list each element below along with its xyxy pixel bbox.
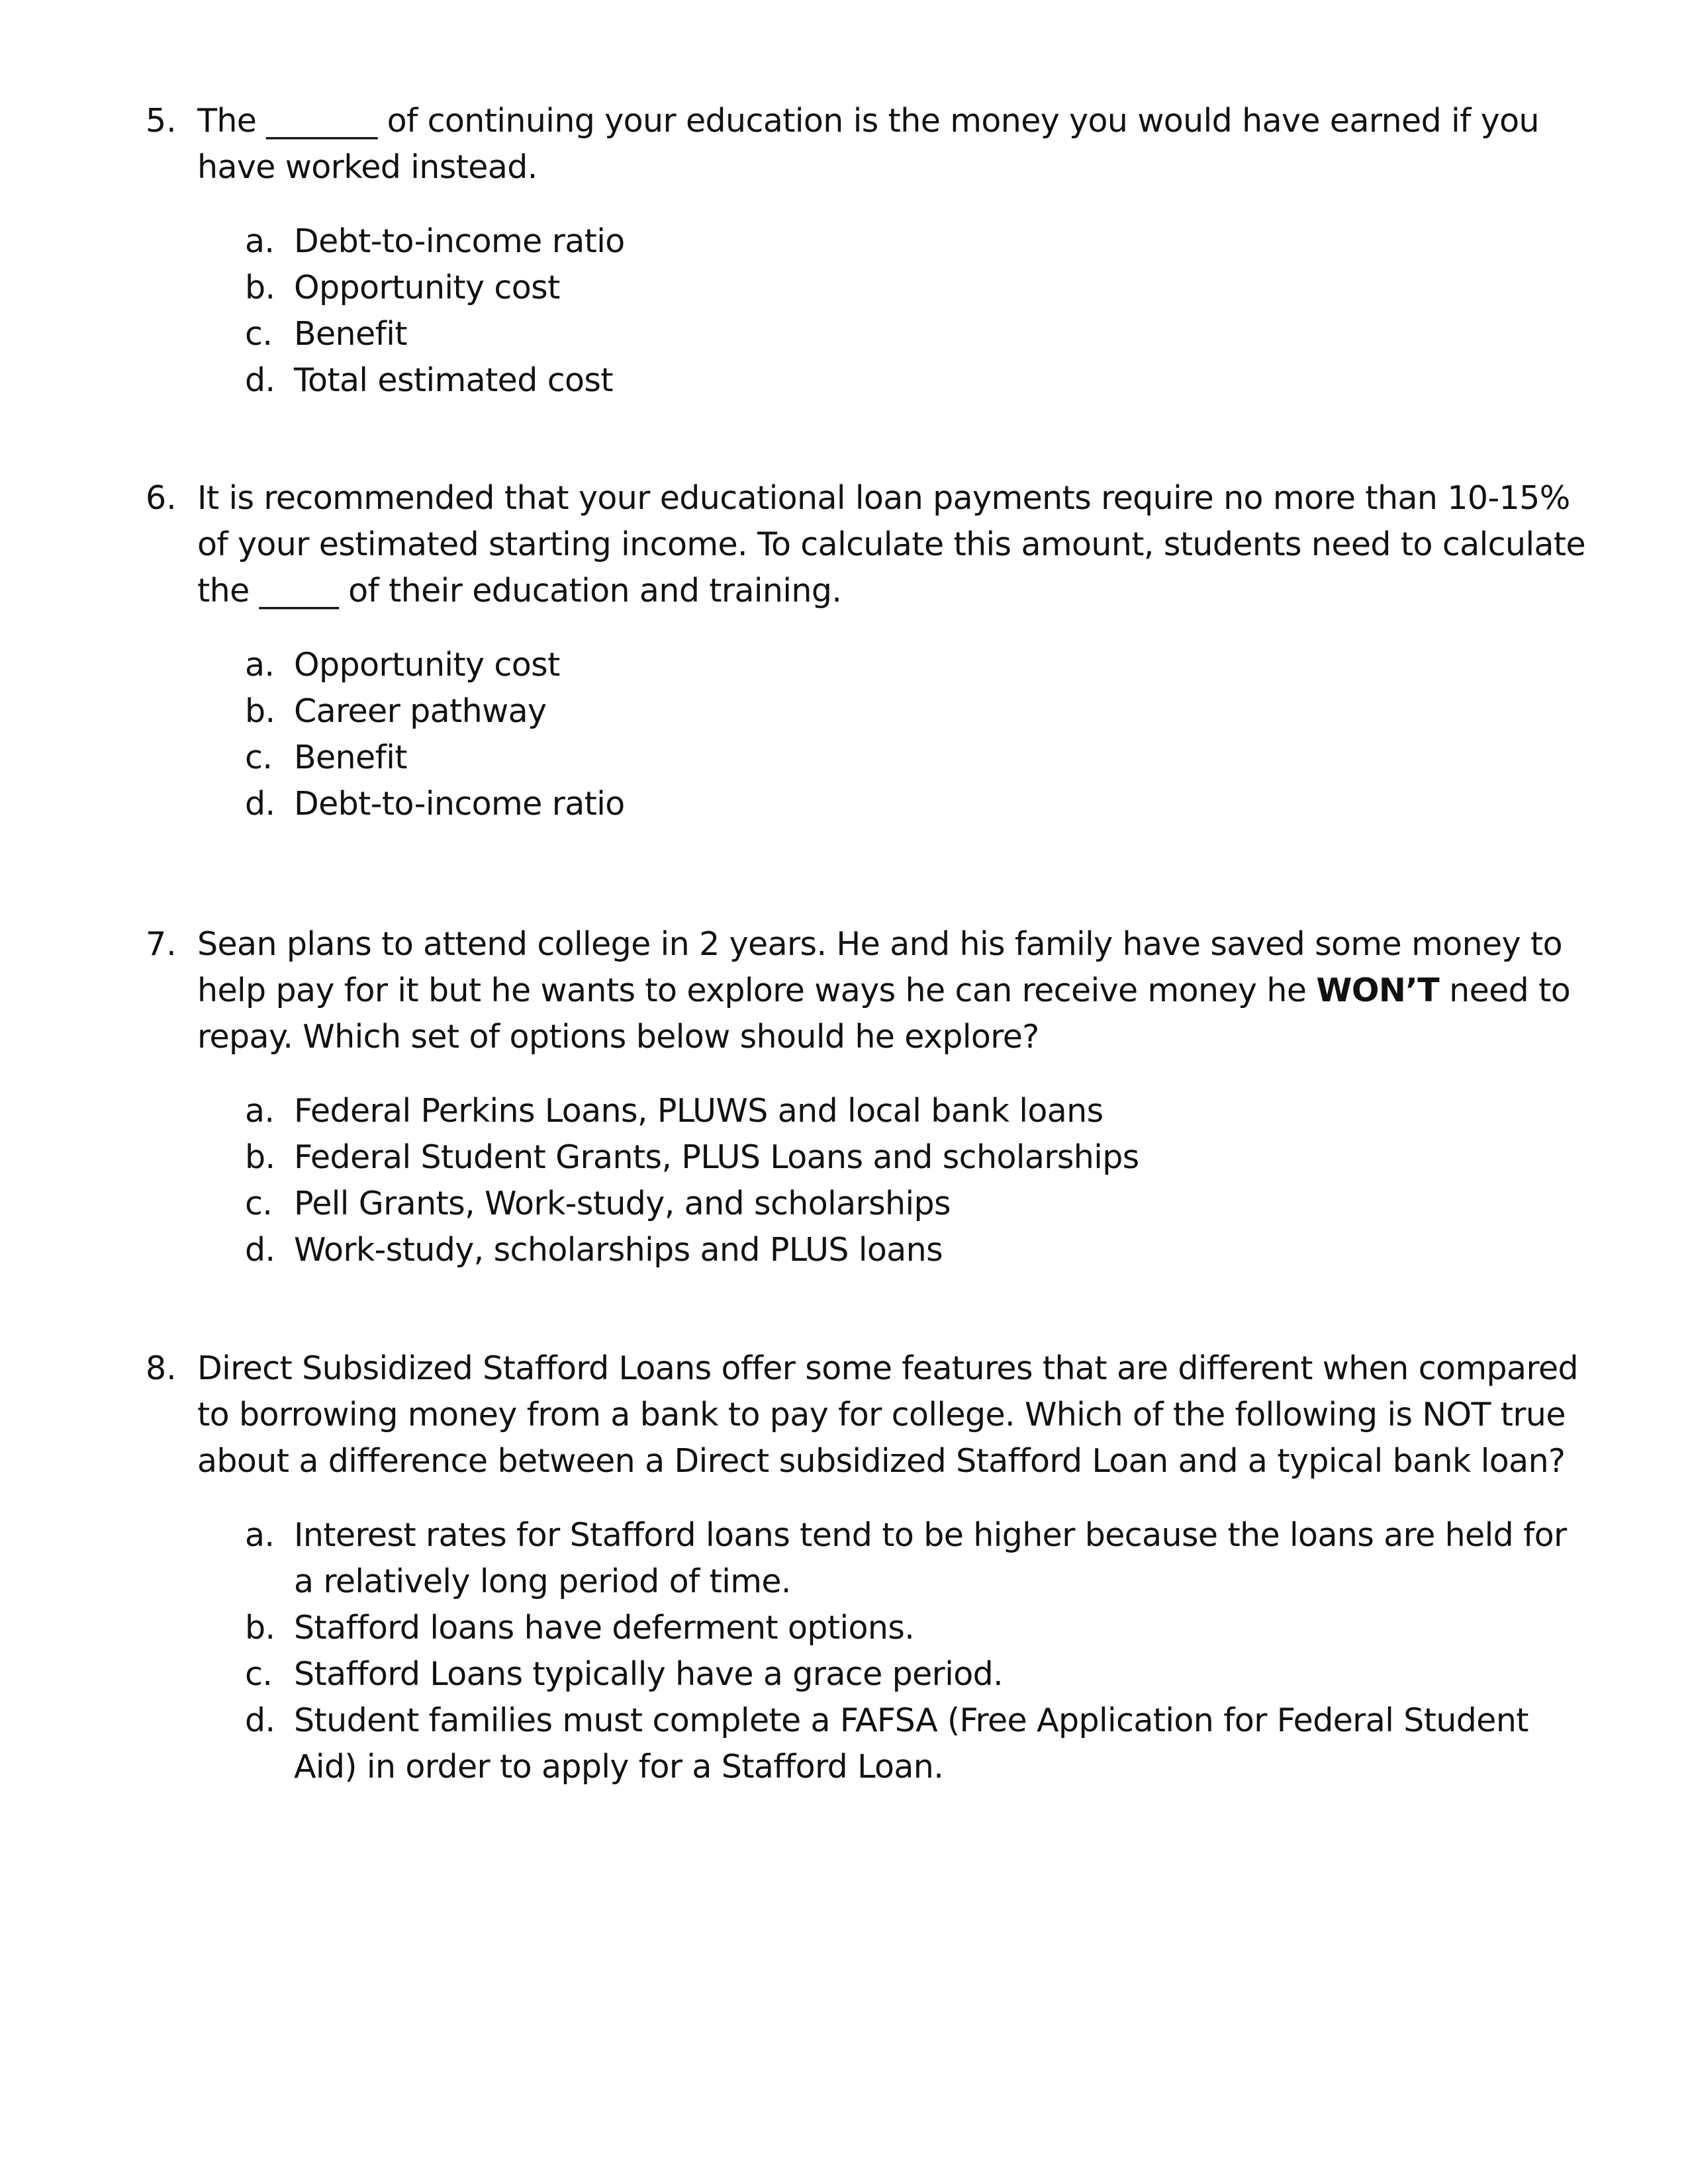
answer-option <box>245 1181 1589 1227</box>
question-number: 8. <box>146 1349 177 1387</box>
answer-option <box>245 357 1589 404</box>
option-text: Opportunity cost <box>294 269 560 306</box>
question-text-start: Sean plans to attend college in 2 years. He and his family have saved some money to help pay for it but he wants to explore ways he can receive money he <box>197 925 1562 1009</box>
option-text: Stafford loans have deferment options. <box>294 1609 915 1647</box>
option-text: Federal Student Grants, PLUS Loans and scholarships <box>294 1138 1139 1176</box>
answer-options <box>245 1512 1589 1790</box>
question-number: 6. <box>146 479 177 517</box>
option-letter: b. <box>245 1138 275 1176</box>
option-letter: c. <box>245 1655 273 1693</box>
option-letter: c. <box>245 739 273 776</box>
option-letter: b. <box>245 692 275 730</box>
option-text: Federal Perkins Loans, PLUWS and local bank loans <box>294 1092 1103 1130</box>
answer-option <box>245 781 1589 827</box>
question-text: Direct Subsidized Stafford Loans offer some features that are different when compared to borrowing money from a bank to pay for college. Which of the following is NOT true about a difference between a Direct subsidized Stafford Loan and a typical bank loan? <box>197 1349 1579 1480</box>
option-letter: a. <box>245 1516 275 1554</box>
option-text: Opportunity cost <box>294 646 560 684</box>
question-text <box>197 921 1589 1060</box>
answer-option <box>245 1088 1589 1134</box>
question-6 <box>146 475 1589 838</box>
option-letter: a. <box>245 222 275 260</box>
option-text: Benefit <box>294 739 407 776</box>
question-text: It is recommended that your educational loan payments require no more than 10-15% of your estimated starting income. To calculate this amount, students need to calculate the _____ of their education and training. <box>197 479 1586 610</box>
answer-option <box>245 1512 1589 1605</box>
question-8 <box>146 1345 1589 1801</box>
question-5 <box>146 98 1589 414</box>
answer-option <box>245 1227 1589 1273</box>
option-text: Interest rates for Stafford loans tend to be higher because the loans are held for a relatively long period of time. <box>294 1516 1567 1600</box>
answer-option <box>245 1651 1589 1698</box>
option-text: Pell Grants, Work-study, and scholarships <box>294 1185 951 1222</box>
answer-option <box>245 1698 1589 1790</box>
option-text: Stafford Loans typically have a grace period. <box>294 1655 1004 1693</box>
answer-option <box>245 311 1589 357</box>
option-text: Debt-to-income ratio <box>294 222 625 260</box>
option-letter: a. <box>245 1092 275 1130</box>
option-letter: d. <box>245 785 275 823</box>
option-text: Work-study, scholarships and PLUS loans <box>294 1231 943 1269</box>
answer-option <box>245 735 1589 781</box>
answer-options <box>245 642 1589 827</box>
option-letter: d. <box>245 361 275 399</box>
option-letter: b. <box>245 269 275 306</box>
question-7 <box>146 921 1589 1284</box>
option-text: Debt-to-income ratio <box>294 785 625 823</box>
option-letter: d. <box>245 1702 275 1739</box>
answer-option <box>245 1605 1589 1651</box>
answer-option <box>245 218 1589 265</box>
option-letter: a. <box>245 646 275 684</box>
question-number: 5. <box>146 102 177 140</box>
answer-option <box>245 688 1589 735</box>
question-text-end: need to repay. Which set of options below should he explore? <box>197 972 1571 1056</box>
answer-options <box>245 218 1589 404</box>
question-text: The _______ of continuing your education is the money you would have earned if you have worked instead. <box>197 102 1539 186</box>
option-text: Career pathway <box>294 692 547 730</box>
answer-options <box>245 1088 1589 1273</box>
question-number: 7. <box>146 925 177 963</box>
option-text: Student families must complete a FAFSA (Free Application for Federal Student Aid) in order to apply for a Stafford Loan. <box>294 1702 1528 1786</box>
answer-option <box>245 265 1589 311</box>
option-text: Benefit <box>294 315 407 353</box>
option-letter: c. <box>245 315 273 353</box>
option-letter: b. <box>245 1609 275 1647</box>
answer-option <box>245 642 1589 688</box>
option-letter: c. <box>245 1185 273 1222</box>
answer-option <box>245 1134 1589 1181</box>
option-text: Total estimated cost <box>294 361 613 399</box>
emphasis-wont: WON’T <box>1316 972 1440 1009</box>
option-letter: d. <box>245 1231 275 1269</box>
